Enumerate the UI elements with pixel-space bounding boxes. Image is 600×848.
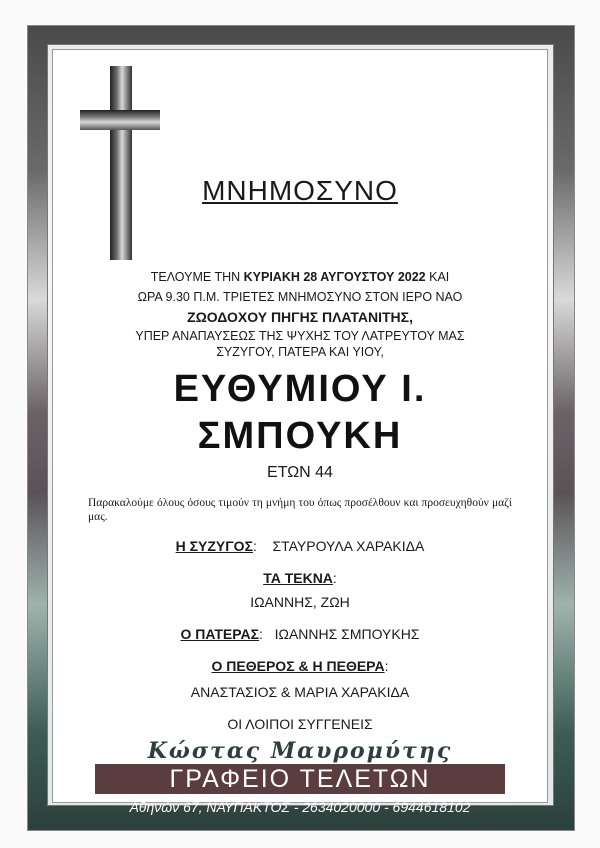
- intro-text: ΤΕΛΟΥΜΕ ΤΗΝ: [150, 270, 244, 284]
- funeral-office-banner: ΓΡΑΦΕΙΟ ΤΕΛΕΤΩΝ: [95, 764, 505, 794]
- inlaws-names: ΑΝΑΣΤΑΣΙΟΣ & ΜΑΡΙΑ ΧΑΡΑΚΙΔΑ: [190, 684, 410, 700]
- father-name: ΙΩΑΝΝΗΣ ΣΜΠΟΥΚΗΣ: [274, 626, 420, 642]
- father-label: Ο ΠΑΤΕΡΑΣ: [180, 626, 260, 642]
- inlaws-row: Ο ΠΕΘΕΡΟΣ & Η ΠΕΘΕΡΑ:: [211, 658, 389, 674]
- spouse-label: Η ΣΥΖΥΓΟΣ: [175, 538, 253, 554]
- funeral-director-signature: Κώστας Μαυρομύτης: [147, 738, 453, 764]
- cross-icon: [110, 66, 132, 260]
- deceased-name-line-2: ΣΜΠΟΥΚΗ: [197, 415, 403, 457]
- deceased-age: ΕΤΩΝ 44: [267, 464, 333, 481]
- other-relatives: ΟΙ ΛΟΙΠΟΙ ΣΥΓΓΕΝΕΙΣ: [227, 716, 373, 732]
- children-names: ΙΩΑΝΝΗΣ, ΖΩΗ: [250, 594, 350, 610]
- cross-icon-bar: [80, 110, 160, 130]
- children-label: ΤΑ ΤΕΚΝΑ: [263, 570, 333, 586]
- contact-info: Αθηνών 67, ΝΑΥΠΑΚΤΟΣ - 2634020000 - 6944618102: [129, 799, 471, 815]
- intro-text: ΚΑΙ: [425, 270, 450, 284]
- father-row: Ο ΠΑΤΕΡΑΣ: ΙΩΑΝΝΗΣ ΣΜΠΟΥΚΗΣ: [180, 626, 420, 642]
- invitation-text: Παρακαλούμε όλους όσους τιμούν τη μνήμη του όπως προσέλθουν και προσευχηθούν μαζί μας.: [88, 497, 512, 523]
- deceased-name-line-1: ΕΥΘΥΜΙΟΥ Ι.: [173, 368, 427, 410]
- inlaws-label: Ο ΠΕΘΕΡΟΣ & Η ΠΕΘΕΡΑ: [211, 658, 385, 674]
- ceremony-date: ΚΥΡΙΑΚΗ 28 ΑΥΓΟΥΣΤΟΥ 2022: [243, 270, 426, 284]
- spouse-name: ΣΤΑΥΡΟΥΛΑ ΧΑΡΑΚΙΔΑ: [272, 538, 425, 554]
- intro-line-1: [60, 270, 540, 284]
- notice-title: ΜΝΗΜΟΣΥΝΟ: [202, 175, 398, 206]
- church-name: ΖΩΟΔΟΧΟΥ ΠΗΓΗΣ ΠΛΑΤΑΝΙΤΗΣ,: [187, 309, 413, 325]
- spouse-row: Η ΣΥΖΥΓΟΣ: ΣΤΑΥΡΟΥΛΑ ΧΑΡΑΚΙΔΑ: [175, 538, 425, 554]
- intro-line-5: ΣΥΖΥΓΟΥ, ΠΑΤΕΡΑ ΚΑΙ ΥΙΟΥ,: [216, 345, 384, 359]
- intro-line-4: ΥΠΕΡ ΑΝΑΠΑΥΣΕΩΣ ΤΗΣ ΨΥΧΗΣ ΤΟΥ ΛΑΤΡΕΥΤΟΥ ΜΑΣ: [135, 329, 465, 343]
- intro-line-2: ΩΡΑ 9.30 Π.Μ. ΤΡΙΕΤΕΣ ΜΝΗΜΟΣΥΝΟ ΣΤΟΝ ΙΕΡΟ ΝΑΟ: [137, 290, 463, 304]
- children-row: ΤΑ ΤΕΚΝΑ:: [263, 570, 337, 586]
